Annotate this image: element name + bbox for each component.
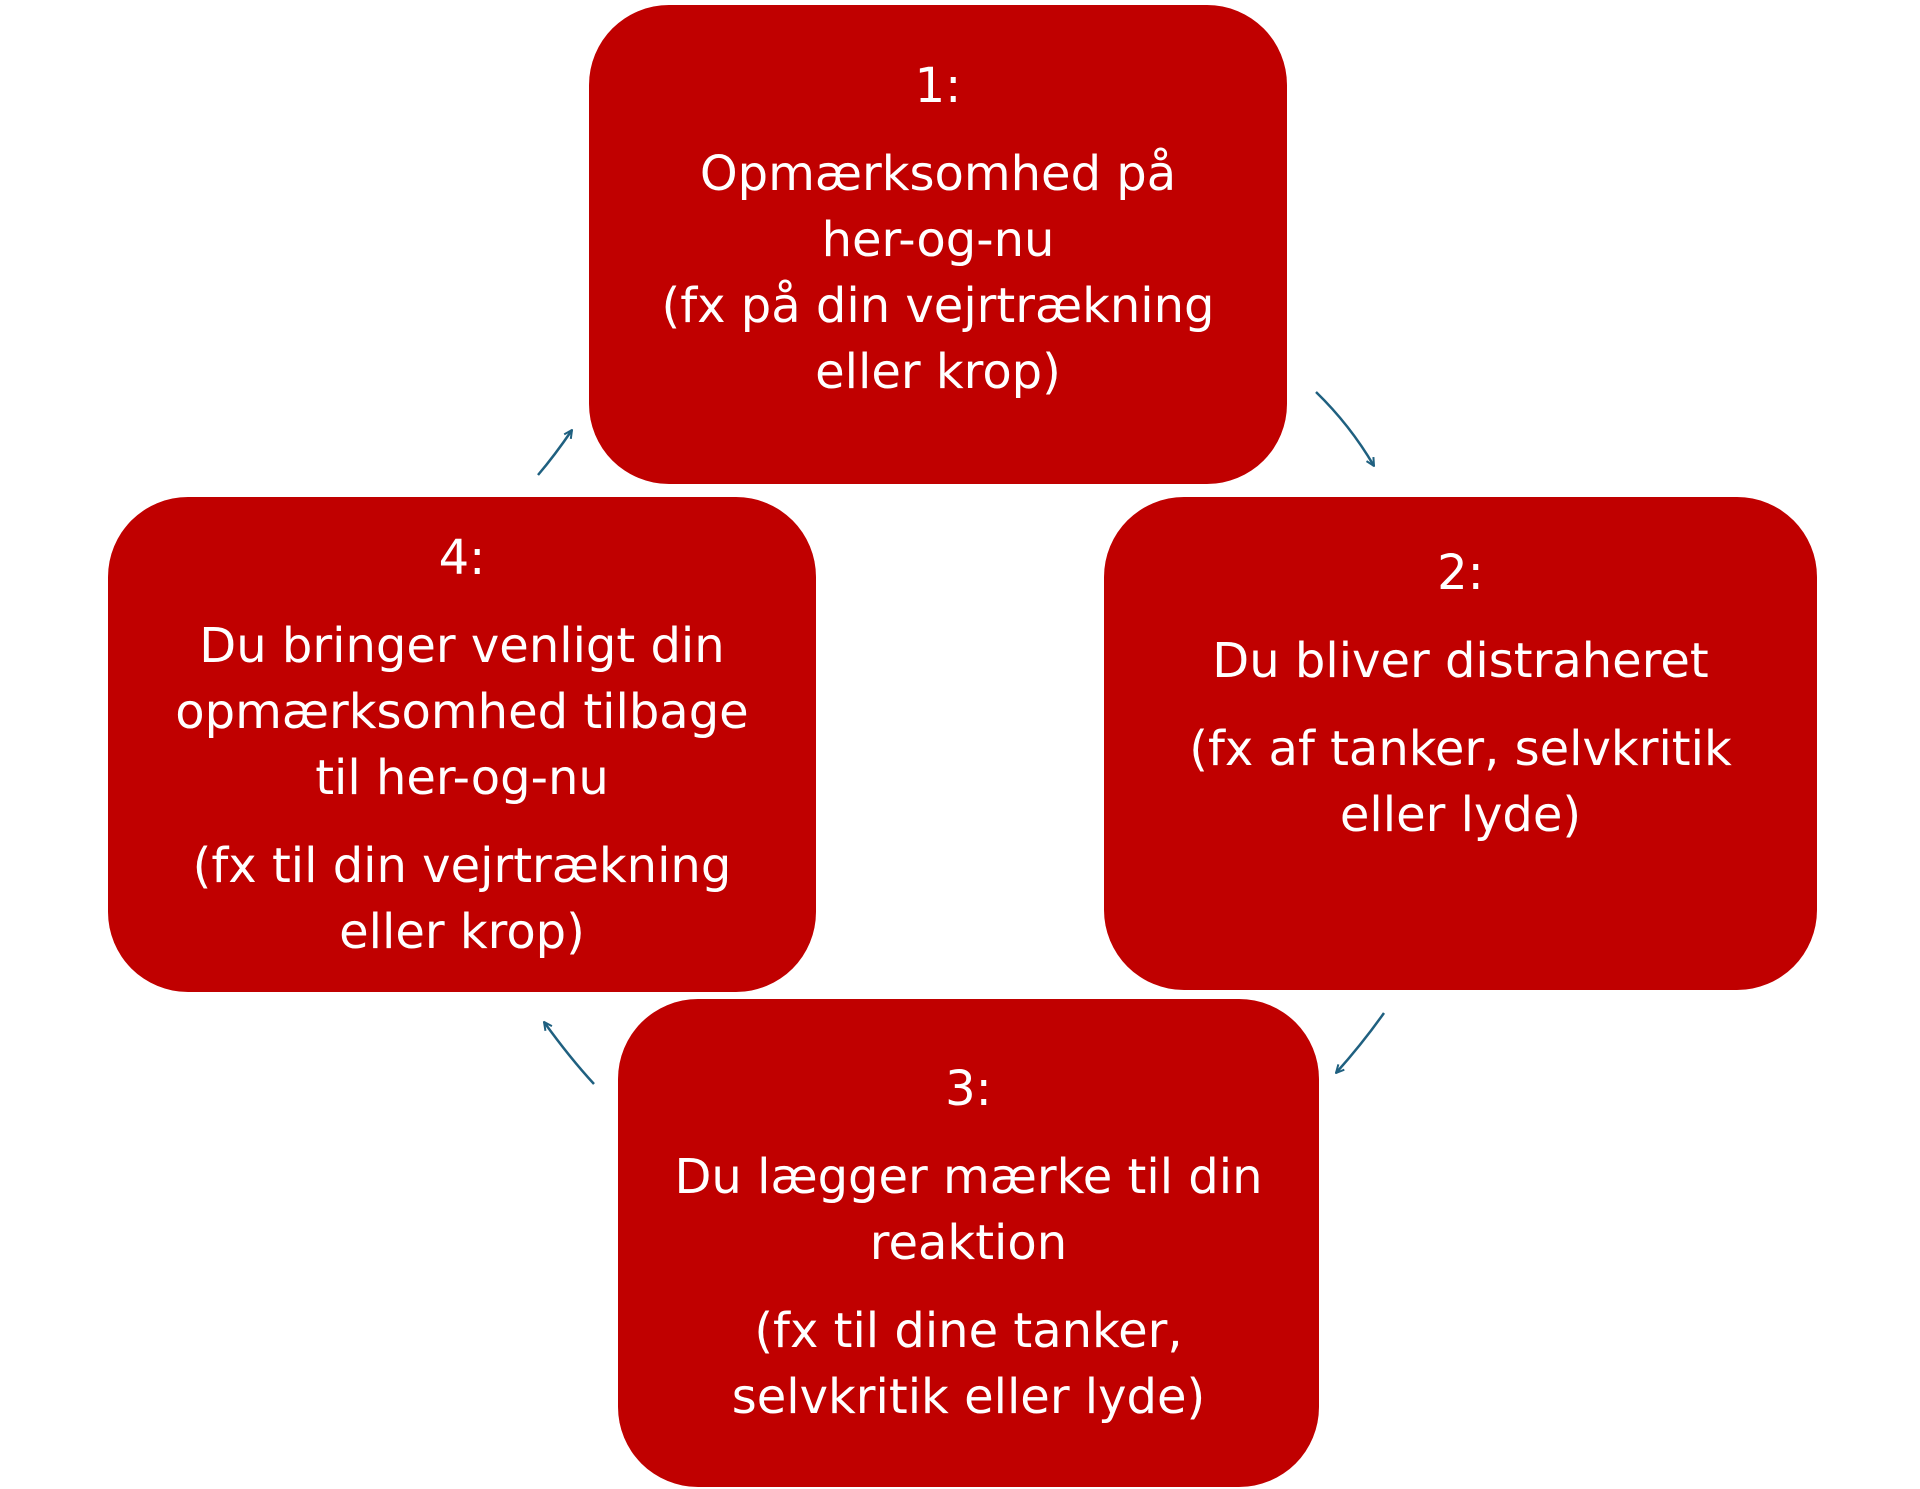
step-example: (fx til din vejrtrækning eller krop) xyxy=(192,837,732,960)
step-box-4 xyxy=(108,497,816,992)
step-example: (fx på din vejrtrækning eller krop) xyxy=(661,278,1215,400)
arrow-icon-1-to-2 xyxy=(1316,392,1374,466)
step-number: 2: xyxy=(1437,544,1484,601)
arrow-icon-2-to-3 xyxy=(1336,1013,1384,1073)
step-number: 1: xyxy=(914,58,962,114)
step-box-2 xyxy=(1104,497,1817,990)
step-title: Du bringer venligt din opmærksomhed tilbage til her-og-nu xyxy=(175,617,749,806)
step-example: (fx til dine tanker, selvkritik eller lyde) xyxy=(731,1303,1206,1425)
step-example: (fx af tanker, selvkritik eller lyde) xyxy=(1189,720,1732,843)
step-box-3 xyxy=(618,999,1319,1487)
arrow-icon-4-to-1 xyxy=(538,430,572,475)
arrow-icon-3-to-4 xyxy=(544,1022,594,1084)
step-number: 3: xyxy=(945,1061,992,1117)
step-title: Du lægger mærke til din reaktion xyxy=(674,1149,1263,1271)
step-title: Opmærksomhed på her-og-nu xyxy=(699,146,1177,268)
step-number: 4: xyxy=(438,529,486,586)
step-title: Du bliver distraheret xyxy=(1212,632,1709,689)
step-box-1 xyxy=(589,5,1287,484)
